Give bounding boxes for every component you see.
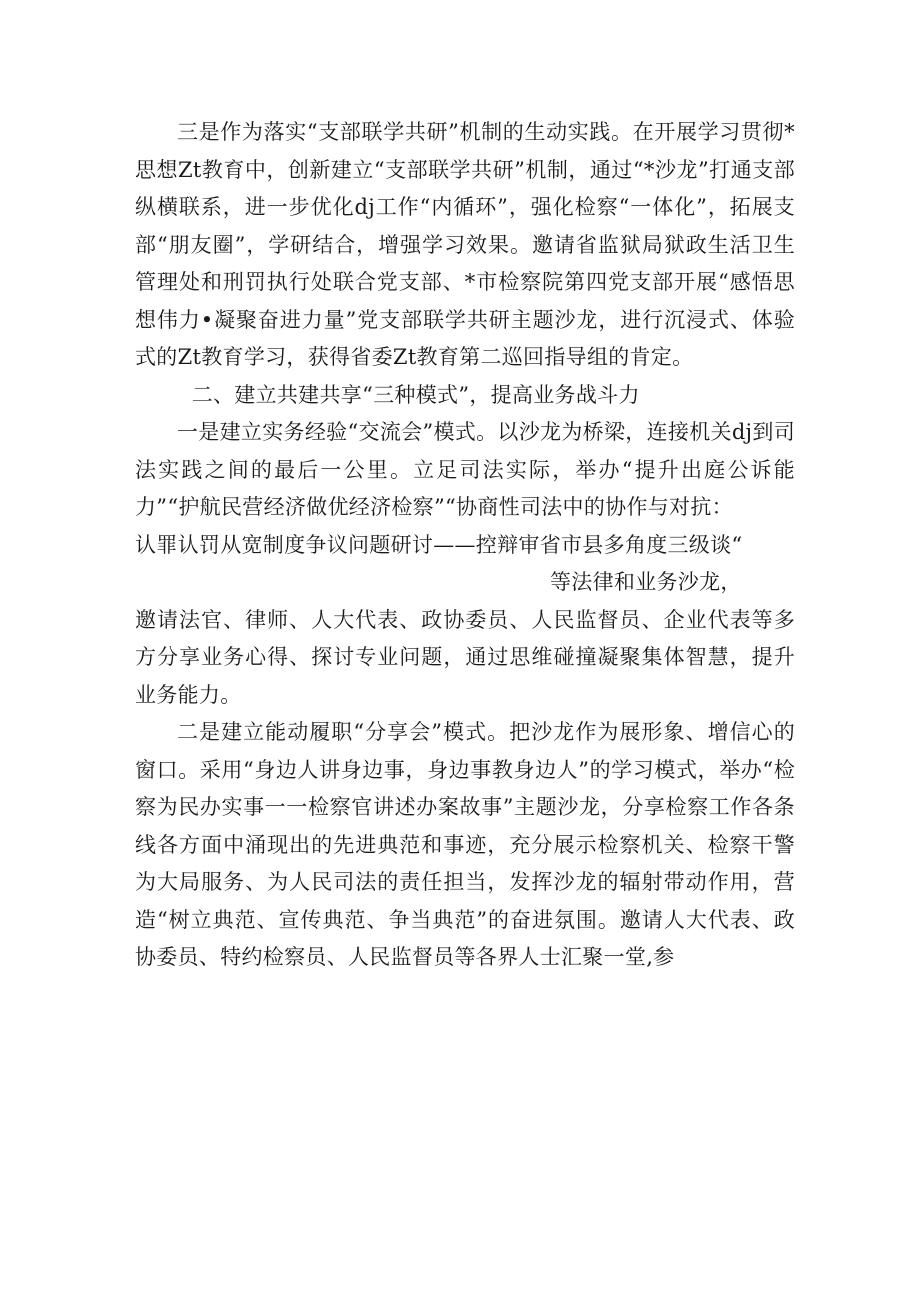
paragraph-branch-joint-study: 三是作为落实“支部联学共研”机制的生动实践。在开展学习贯彻*思想Zt教育中，创新建立“支部联学共研”机制，通过“*沙龙”打通支部纵横联系，进一步优化dj工作“内循环”，强化检察“一体化”，拓展支部“朋友圈”，学研结合，增强学习效果。邀请省监狱局狱政生活卫生管理处和刑罚执行处联合党支部、*市检察院第四党支部开展“感悟思想伟力•凝聚奋进力量”党支部联学共研主题沙龙，进行沉浸式、体验式的Zt教育学习，获得省委Zt教育第二巡回指导组的肯定。: [135, 120, 795, 369]
paragraph-exchange-meeting-part1: 一是建立实务经验“交流会”模式。以沙龙为桥梁，连接机关dj到司法实践之间的最后一公里。立足司法实际，举办“提升出庭公诉能力”“护航民营经济做优经济检察”“协商性司法中的协作与对抗：: [135, 420, 795, 519]
paragraph-exchange-meeting-line: 认罪认罚从宽制度争议问题研讨——控辩审省市县多角度三级谈“: [135, 532, 743, 557]
section-heading-three-modes: 二、建立共建共享“三种模式”，提高业务战斗力: [191, 382, 640, 407]
document-body: [135, 114, 795, 977]
paragraph-exchange-meeting-part2: 邀请法官、律师、人大代表、政协委员、人民监督员、企业代表等多方分享业务心得、探讨专业问题，通过思维碰撞凝聚集体智慧，提升业务能力。: [135, 607, 795, 707]
paragraph-sharing-meeting: 二是建立能动履职“分享会”模式。把沙龙作为展形象、增信心的窗口。采用“身边人讲身边事，身边事教身边人”的学习模式，举办“检察为民办实事一一检察官讲述办案故事”主题沙龙，分享检察工作各条线各方面中涌现出的先进典范和事迹，充分展示检察机关、检察干警为大局服务、为人民司法的责任担当，发挥沙龙的辐射带动作用，营造“树立典范、宣传典范、争当典范”的奋进氛围。邀请人大代表、政协委员、特约检察员、人民监督员等各界人士汇聚一堂,参: [135, 720, 795, 969]
paragraph-exchange-meeting-indented: 等法律和业务沙龙，: [550, 570, 742, 594]
paragraph-exchange-meeting: [135, 414, 795, 714]
